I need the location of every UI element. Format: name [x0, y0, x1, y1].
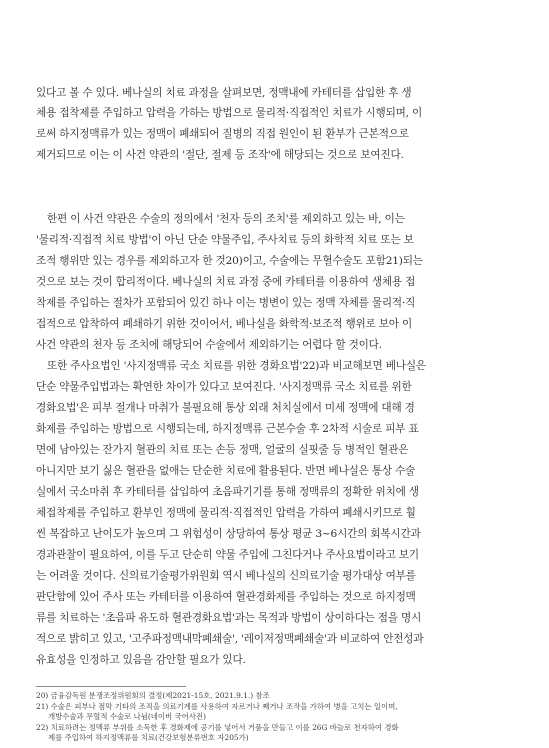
footnote-continuation: 개방수술과 무혈적 수술로 나뉨(네이버 국어사전)	[48, 712, 206, 721]
body-line: 있다고 볼 수 있다. 베나실의 치료 과정을 살펴보면, 정맥내에 카테터를 삽입한 후 생	[36, 87, 412, 99]
body-line: 단순 약물주입법과는 확연한 차이가 있다고 보여진다. '사지정맥류 국소 치료를 위한	[36, 381, 412, 393]
footnote: 20) 금융감독원 분쟁조정위원회의 결정(제2021-15호, 2021.9.1.) 참조	[36, 691, 270, 700]
body-line: 제거되므로 이는 이 사건 약관의 '절단, 절제 등 조작'에 해당되는 것으로 보여진다.	[36, 149, 404, 161]
body-line: 한편 이 사건 약관은 수술의 정의에서 '천자 등의 조치'를 제외하고 있는 바, 이는	[47, 213, 405, 225]
body-line: 판단함에 있어 주사 또는 카테터를 이용하여 혈관경화제를 주입하는 것으로 하지정맥	[36, 591, 416, 603]
body-line: 조적 행위만 있는 경우를 제외하고자 한 것20)이고, 수술에는 무혈수술도 포함21)되는	[36, 255, 423, 267]
body-line: 적으로 밝히고 있고, '고주파정맥내막폐쇄술', '레이저정맥폐쇄술'과 비교하여 안전성과	[36, 633, 424, 645]
footnote: 22) 치료하려는 정맥류 부위를 소독한 후 경화제에 공기를 넣어서 거품을 만들고 이를 26G 바늘로 천자하여 경화	[36, 723, 399, 732]
body-line: 면에 남아있는 잔가지 혈관의 치료 또는 손등 정맥, 얼굴의 실핏줄 등 병적인 혈관은	[36, 444, 409, 456]
body-line: 또한 주사요법인 '사지정맥류 국소 치료를 위한 경화요법'22)과 비교해보면 베나실은	[47, 360, 426, 372]
body-line: 유효성을 인정하고 있음을 감안할 필요가 있다.	[36, 654, 246, 666]
body-line: 경과관찰이 필요하여, 이를 두고 단순히 약물 주입에 그친다거나 주사요법이라고 보기	[36, 549, 419, 561]
body-line: 접적으로 압착하여 폐쇄하기 위한 것이어서, 베나실을 화학적·보조적 행위로 보아 이	[36, 318, 412, 330]
footnote: 21) 수술은 피부나 점막 기타의 조직을 의료기계를 사용하여 자르거나 째거나 조작을 가하여 병을 고치는 일이며,	[36, 702, 398, 711]
body-line: 류를 치료하는 '초음파 유도하 혈관경화요법'과는 목적과 방법이 상이하다는 점을 명시	[36, 612, 422, 624]
body-line: 로써 하지정맥류가 있는 정맥이 폐쇄되어 질병의 직접 원인이 된 환부가 근본적으로	[36, 128, 409, 140]
body-line: 씬 복잡하고 난이도가 높으며 그 위험성이 상당하여 통상 평균 3~6시간의 회복시간과	[36, 528, 421, 540]
body-line: 것으로 보는 것이 합리적이다. 베나실의 치료 과정 중에 카테터를 이용하여 생체용 접	[36, 276, 416, 288]
body-line: 착제를 주입하는 절차가 포함되어 있긴 하나 이는 병변이 있는 정맥 자체를 물리적·직	[36, 297, 416, 309]
body-line: 화제를 주입하는 방법으로 시행되는데, 하지정맥류 근본수술 후 2차적 시술로 피부 표	[36, 423, 419, 435]
footnote-divider	[36, 686, 186, 687]
body-line: 사건 약관의 천자 등 조치에 해당되어 수술에서 제외하기는 어렵다 할 것이다.	[36, 339, 382, 351]
body-line: 체용 접착제를 주입하고 압력을 가하는 방법으로 물리적·직접적인 치료가 시행되며, 이	[36, 107, 423, 119]
footnote-continuation: 제를 주입하여 하지정맥류를 치료(건강보험분류번호 자205가)	[48, 733, 249, 742]
body-line: '물리적·직접적 치료 방법'이 아닌 단순 약물주입, 주사치료 등의 화학적 치료 또는 보	[36, 234, 414, 246]
body-line: 아니지만 보기 싫은 혈관을 없애는 단순한 치료에 활용된다. 반면 베나실은 통상 수술	[36, 465, 416, 477]
body-line: 경화요법'은 피부 절개나 마취가 불필요해 통상 외래 처치실에서 미세 정맥에 대해 경	[36, 402, 415, 414]
body-line: 체접착제를 주입하고 환부인 정맥에 물리적·직접적인 압력을 가하여 폐쇄시키므로 훨	[36, 507, 416, 519]
body-line: 는 어려울 것이다. 신의료기술평가위원회 역시 베나실의 신의료기술 평가대상 여부를	[36, 570, 416, 582]
body-line: 실에서 국소마취 후 카테터를 삽입하여 초음파기기를 통해 정맥류의 정확한 위치에 생	[36, 486, 419, 498]
